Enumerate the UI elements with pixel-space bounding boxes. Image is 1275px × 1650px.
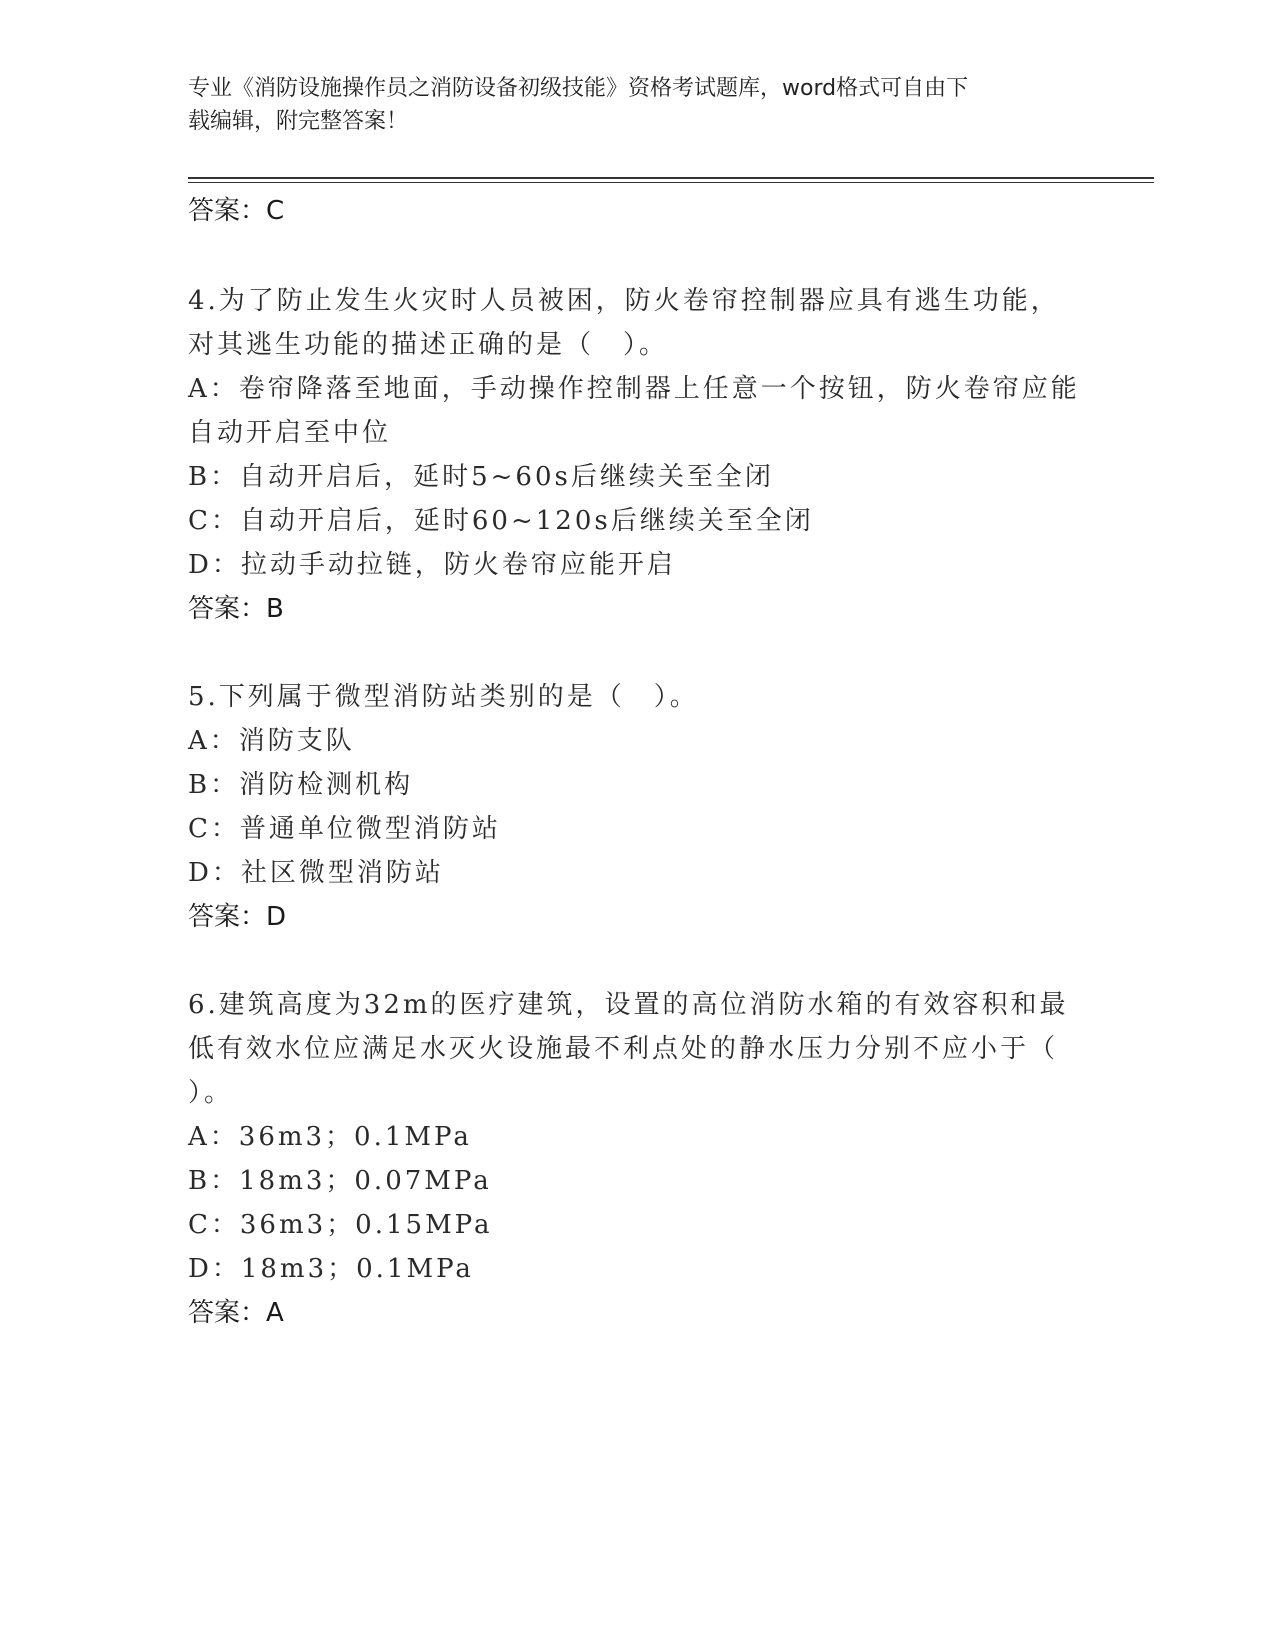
question-5-option-c: C：普通单位微型消防站: [188, 814, 501, 844]
question-6-stem-line-1: 6.建筑高度为32m的医疗建筑，设置的高位消防水箱的有效容积和最: [188, 990, 1069, 1020]
question-6-option-b: B：18m3；0.07MPa: [188, 1166, 492, 1196]
question-6-stem-line-2: 低有效水位应满足水灭火设施最不利点处的静水压力分别不应小于（: [188, 1034, 1059, 1064]
question-5-option-b: B：消防检测机构: [188, 770, 414, 800]
question-6-option-d: D：18m3；0.1MPa: [188, 1254, 474, 1284]
question-4-option-d: D：拉动手动拉链，防火卷帘应能开启: [188, 550, 676, 580]
header-line-1: 专业《消防设施操作员之消防设备初级技能》资格考试题库，word格式可自由下: [188, 76, 969, 101]
question-6-answer: 答案：A: [188, 1298, 284, 1328]
question-5-option-a: A：消防支队: [188, 726, 355, 756]
question-6-stem-line-3: ）。: [188, 1078, 234, 1108]
question-4-option-a-line-1: A：卷帘降落至地面，手动操作控制器上任意一个按钮，防火卷帘应能: [188, 374, 1080, 404]
question-6-option-a: A：36m3；0.1MPa: [188, 1122, 472, 1152]
question-4-stem-line-2: 对其逃生功能的描述正确的是（ ）。: [188, 330, 669, 360]
question-5-stem-line-1: 5.下列属于微型消防站类别的是（ ）。: [188, 682, 699, 712]
question-5-answer: 答案：D: [188, 902, 287, 932]
answer-prev: 答案：C: [188, 196, 285, 226]
question-4-option-c: C：自动开启后，延时60~120s后继续关至全闭: [188, 506, 814, 536]
question-4-answer: 答案：B: [188, 594, 284, 624]
header-line-2: 载编辑，附完整答案！: [188, 109, 409, 134]
question-4-option-b: B：自动开启后，延时5~60s后继续关至全闭: [188, 462, 774, 492]
question-6-option-c: C：36m3；0.15MPa: [188, 1210, 493, 1240]
document-header: [188, 72, 1068, 138]
question-4-stem-line-1: 4.为了防止发生火灾时人员被困，防火卷帘控制器应具有逃生功能，: [188, 286, 1060, 316]
header-rule-thick: [188, 177, 1154, 179]
question-5-option-d: D：社区微型消防站: [188, 858, 444, 888]
header-rule-thin: [188, 182, 1154, 183]
question-4-option-a-line-2: 自动开启至中位: [188, 418, 392, 448]
